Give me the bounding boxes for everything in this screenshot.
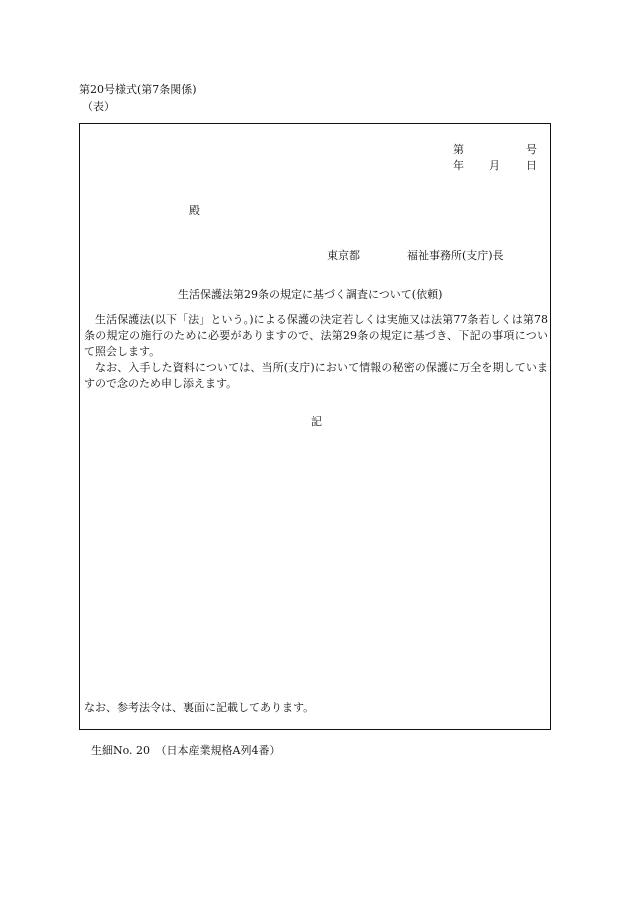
addressee-honorific: 殿	[189, 204, 200, 217]
form-code-footer: 生細No. 20 （日本産業規格A列4番）	[91, 744, 281, 757]
date-day-label: 日	[526, 159, 537, 172]
form-side-label: （表）	[82, 100, 115, 113]
ki-heading: 記	[311, 415, 322, 428]
date-month-label: 月	[489, 159, 500, 172]
sender-title: 福祉事務所(支庁)長	[407, 249, 504, 262]
document-number-prefix: 第	[453, 143, 464, 156]
document-number-suffix: 号	[526, 143, 537, 156]
sender-organization: 東京都	[327, 249, 360, 262]
body-paragraph-1: 生活保護法(以下「法」という。)による保護の決定若しくは実施又は法第77条若しくは第78条の規定の施行のために必要がありますので、法第29条の規定に基づき、下記の事項について照会します。	[84, 313, 548, 358]
form-number: 第20号様式(第7条関係)	[79, 83, 197, 96]
reference-note: なお、参考法令は、裏面に記載してあります。	[84, 701, 315, 714]
document-title: 生活保護法第29条の規定に基づく調査について(依頼)	[178, 288, 443, 301]
body-paragraph-2: なお、入手した資料については、当所(支庁)において情報の秘密の保護に万全を期していますので念のため申し添えます。	[84, 361, 548, 390]
date-year-label: 年	[453, 159, 464, 172]
